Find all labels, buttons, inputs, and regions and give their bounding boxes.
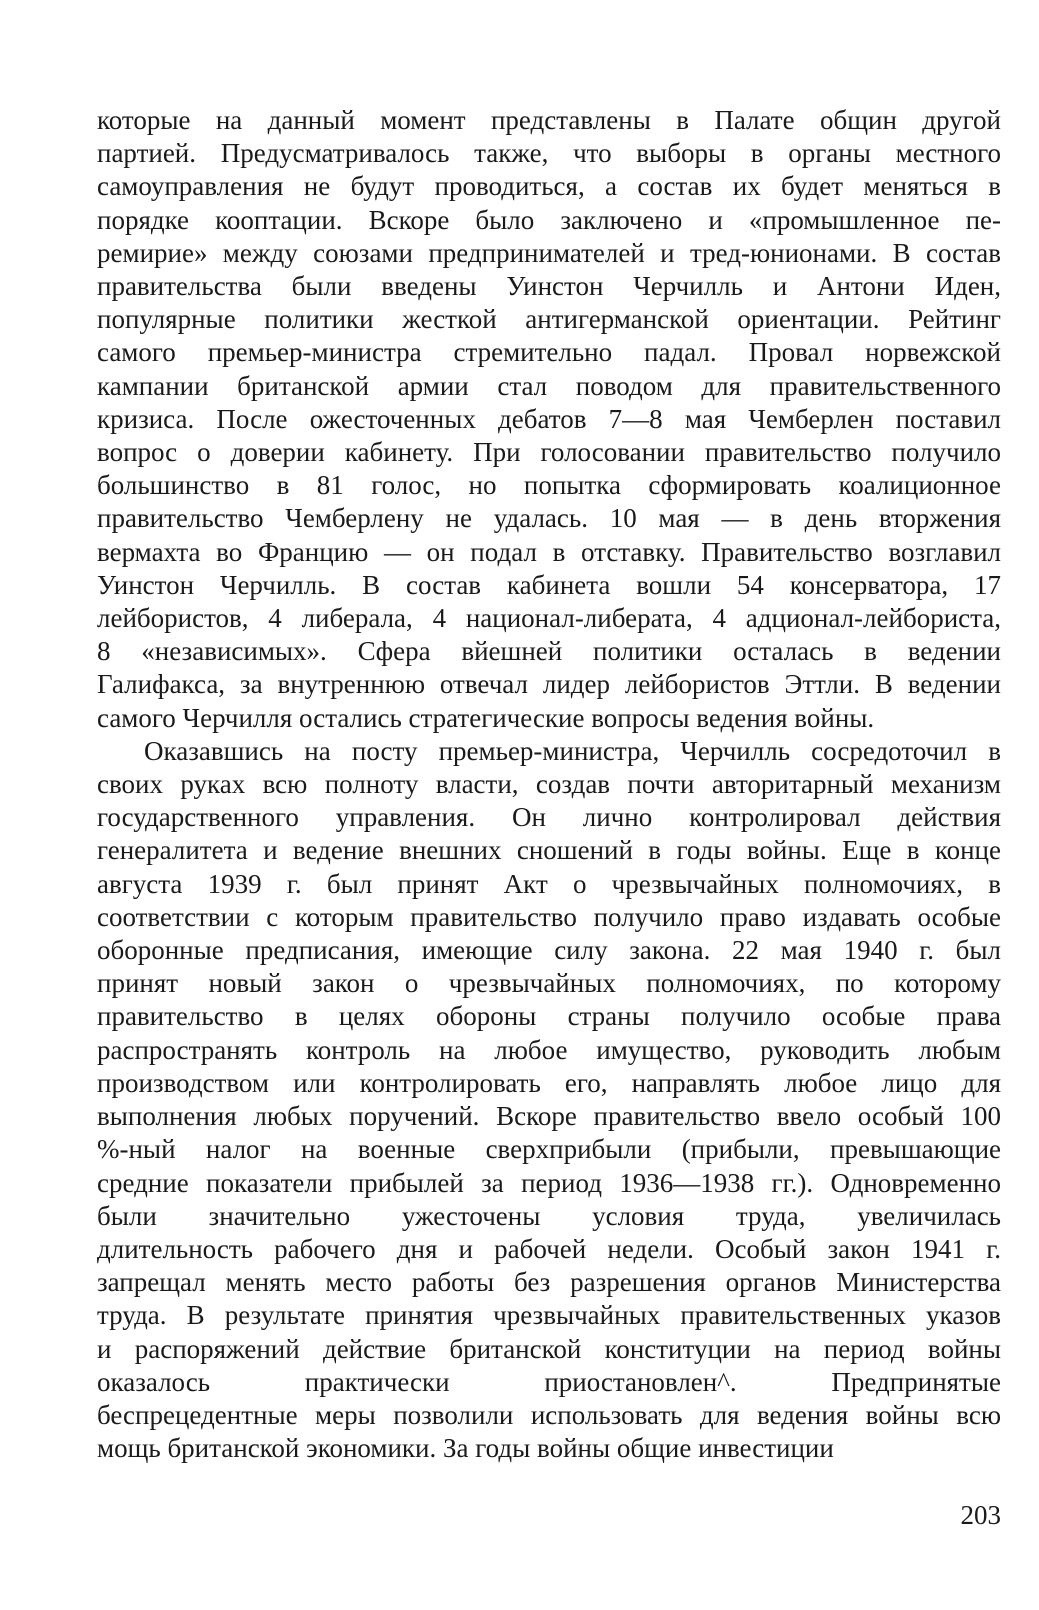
text-line: августа 1939 г. был принят Акт о чрезвычайных полномочиях, в	[97, 868, 1001, 899]
text-line: выполнения любых поручений. Вскоре правительство ввело особый 100	[97, 1101, 1001, 1132]
text-line: лейбористов, 4 либерала, 4 национал-либерата, 4 адционал-лейбориста,	[97, 603, 1001, 634]
text-line: генералитета и ведение внешних сношений в годы войны. Еще в конце	[97, 835, 1001, 866]
text-line: партией. Предусматривалось также, что выборы в органы местного	[97, 138, 1001, 169]
paragraph	[97, 735, 1001, 1465]
text-line: правительство Чемберлену не удалась. 10 мая — в день вторжения	[97, 503, 1001, 534]
page-number: 203	[960, 1500, 1001, 1530]
text-line: распространять контроль на любое имущество, руководить любым	[97, 1034, 1001, 1065]
text-line: были значительно ужесточены условия труда, увеличилась	[97, 1200, 1001, 1231]
text-line: оборонные предписания, имеющие силу закона. 22 мая 1940 г. был	[97, 935, 1001, 966]
text-line: самого премьер-министра стремительно падал. Провал норвежской	[97, 337, 1001, 368]
text-line: запрещал менять место работы без разрешения органов Министерства	[97, 1267, 1001, 1298]
text-line: кампании британской армии стал поводом для правительственного	[97, 370, 1001, 401]
text-line: Галифакса, за внутреннюю отвечал лидер лейбористов Эттли. В ведении	[97, 669, 1001, 700]
text-line: своих руках всю полноту власти, создав почти авторитарный механизм	[97, 769, 1001, 800]
page-body	[97, 104, 1001, 1465]
text-body	[97, 104, 1001, 1465]
text-line: большинство в 81 голос, но попытка сформировать коалиционное	[97, 470, 1001, 501]
text-line: длительность рабочего дня и рабочей недели. Особый закон 1941 г.	[97, 1233, 1001, 1264]
text-line: и распоряжений действие британской конституции на период войны	[97, 1333, 1001, 1364]
text-line: вопрос о доверии кабинету. При голосовании правительство получило	[97, 437, 1001, 468]
text-line: производством или контролировать его, направлять любое лицо для	[97, 1067, 1001, 1098]
text-line: ремирие» между союзами предпринимателей и тред-юнионами. В состав	[97, 237, 1001, 268]
text-line: соответствии с которым правительство получило право издавать особые	[97, 901, 1001, 932]
text-line: самоуправления не будут проводиться, а состав их будет меняться в	[97, 171, 1001, 202]
text-line: самого Черчилля остались стратегические вопросы ведения войны.	[97, 702, 875, 733]
text-line: Оказавшись на посту премьер-министра, Черчилль сосредоточил в	[144, 735, 1001, 766]
text-line: правительство в целях обороны страны получило особые права	[97, 1001, 1001, 1032]
text-line: вермахта во Францию — он подал в отставку. Правительство возглавил	[97, 536, 1001, 567]
text-line: правительства были введены Уинстон Черчилль и Антони Иден,	[97, 271, 1001, 302]
text-line: беспрецедентные меры позволили использовать для ведения войны всю	[97, 1399, 1001, 1430]
text-line: государственного управления. Он лично контролировал действия	[97, 802, 1001, 833]
text-line: принят новый закон о чрезвычайных полномочиях, по которому	[97, 968, 1001, 999]
paragraph	[97, 104, 1001, 735]
text-line: порядке кооптации. Вскоре было заключено и «промышленное пе-	[97, 204, 1001, 235]
text-line: труда. В результате принятия чрезвычайных правительственных указов	[97, 1300, 1001, 1331]
text-line: Уинстон Черчилль. В состав кабинета вошли 54 консерватора, 17	[97, 569, 1001, 600]
text-line: мощь британской экономики. За годы войны общие инвестиции	[97, 1433, 834, 1464]
text-line: средние показатели прибылей за период 1936—1938 гг.). Одновременно	[97, 1167, 1001, 1198]
text-line: кризиса. После ожесточенных дебатов 7—8 мая Чемберлен поставил	[97, 403, 1001, 434]
text-line: популярные политики жесткой антигерманской ориентации. Рейтинг	[97, 304, 1001, 335]
text-line: %-ный налог на военные сверхприбыли (прибыли, превышающие	[97, 1134, 1001, 1165]
text-line: оказалось практически приостановлен^. Предпринятые	[97, 1366, 1001, 1397]
text-line: 8 «независимых». Сфера вйешней политики осталась в ведении	[97, 636, 1001, 667]
text-line: которые на данный момент представлены в Палате общин другой	[97, 105, 1001, 135]
